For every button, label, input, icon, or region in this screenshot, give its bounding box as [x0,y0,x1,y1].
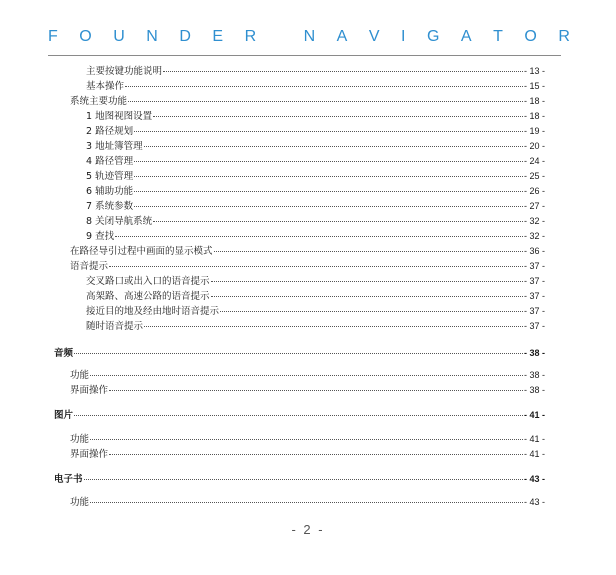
toc-entry[interactable] [70,432,545,446]
toc-entry[interactable] [86,109,545,123]
toc-entry[interactable] [86,214,545,228]
toc-entry[interactable] [70,368,545,382]
toc-entry-page: - 18 - [523,96,545,106]
header-letter: T [493,28,503,45]
toc-entry-title: 界面操作 [70,449,109,460]
header-letter: R [244,28,257,45]
toc-entry[interactable] [86,139,545,153]
header-letter: N [146,28,158,45]
toc-leader-dots [90,430,523,440]
toc-entry[interactable] [86,184,545,198]
toc-entry-title: 1 地图视图设置 [86,111,153,122]
toc-entry[interactable] [86,169,545,183]
toc-entry-title: 功能 [70,497,90,508]
toc-entry-title: 7 系统参数 [86,201,134,212]
toc-leader-dots [153,107,523,117]
toc-leader-dots [163,62,523,72]
toc-entry-page: - 41 - [523,410,545,420]
toc-chapter-entry[interactable] [54,472,545,486]
header-letter: E [212,28,224,45]
toc-entry-page: - 38 - [523,385,545,395]
toc-leader-dots [211,272,523,282]
toc-leader-dots [84,470,523,480]
page-number: - 2 - [291,522,325,537]
toc-entry-title: 图片 [54,410,74,421]
toc-entry-page: - 26 - [523,186,545,196]
toc-entry-page: - 43 - [523,497,545,507]
toc-entry-title: 语音提示 [70,261,109,272]
toc-entry-title: 系统主要功能 [70,96,128,107]
toc-entry-page: - 41 - [523,449,545,459]
toc-leader-dots [74,406,523,416]
header-letter: R [558,28,570,45]
toc-leader-dots [134,167,523,177]
toc-chapter-entry[interactable] [54,408,545,422]
header-letter: O [79,28,92,45]
toc-entry[interactable] [86,319,545,333]
header-letter: V [368,28,380,45]
toc-entry-page: - 37 - [523,291,545,301]
toc-entry[interactable] [70,447,545,461]
toc-entry-page: - 32 - [523,216,545,226]
toc-leader-dots [134,152,523,162]
toc-entry-page: - 18 - [523,111,545,121]
toc-entry-title: 接近目的地及经由地时语音提示 [86,306,220,317]
toc-entry[interactable] [86,229,545,243]
toc-entry[interactable] [86,124,545,138]
toc-entry-page: - 13 - [523,66,545,76]
toc-entry-title: 界面操作 [70,385,109,396]
toc-entry-title: 主要按键功能说明 [86,66,163,77]
toc-entry[interactable] [86,199,545,213]
toc-entry-page: - 32 - [523,231,545,241]
toc-entry-title: 9 查找 [86,231,115,242]
toc-entry-page: - 37 - [523,261,545,271]
header-letter: U [113,28,125,45]
toc-leader-dots [153,212,523,222]
toc-entry-title: 8 关闭导航系统 [86,216,153,227]
toc-entry[interactable] [86,64,545,78]
toc-leader-dots [125,77,523,87]
toc-leader-dots [109,445,523,455]
toc-leader-dots [90,366,523,376]
toc-entry-page: - 43 - [523,474,545,484]
toc-leader-dots [134,182,523,192]
header-letter: F [48,28,58,45]
toc-leader-dots [109,257,523,267]
toc-entry-page: - 25 - [523,171,545,181]
toc-leader-dots [90,493,523,503]
toc-entry-title: 随时语音提示 [86,321,144,332]
header-letter: I [401,28,406,45]
toc-leader-dots [74,344,523,354]
toc-entry-page: - 38 - [523,370,545,380]
toc-leader-dots [109,381,523,391]
toc-leader-dots [220,302,523,312]
header-letter: D [179,28,191,45]
toc-entry-title: 3 地址簿管理 [86,141,143,152]
toc-entry-page: - 36 - [523,246,545,256]
toc-entry-page: - 27 - [523,201,545,211]
toc-entry-page: - 24 - [523,156,545,166]
toc-entry-page: - 37 - [523,321,545,331]
toc-entry-page: - 37 - [523,306,545,316]
toc-entry-title: 功能 [70,370,90,381]
toc-leader-dots [211,287,523,297]
toc-entry[interactable] [70,244,545,258]
toc-leader-dots [115,227,523,237]
toc-entry-title: 功能 [70,434,90,445]
toc-entry-title: 5 轨迹管理 [86,171,134,182]
header-letter: N [303,28,316,45]
toc-entry-title: 电子书 [54,474,83,485]
toc-entry-title: 6 辅助功能 [86,186,134,197]
header-letter: A [336,28,348,45]
toc-entry-page: - 19 - [523,126,545,136]
toc-entry-page: - 38 - [523,348,545,358]
toc-entry[interactable] [86,274,545,288]
toc-entry-title: 音频 [54,348,74,359]
toc-entry[interactable] [70,383,545,397]
header-letter: G [426,28,440,45]
toc-leader-dots [214,242,523,252]
toc-leader-dots [134,122,523,132]
header-letter: O [524,28,537,45]
toc-entry-page: - 20 - [523,141,545,151]
toc-entry-title: 2 路径规划 [86,126,134,137]
toc-entry[interactable] [86,304,545,318]
toc-entry[interactable] [86,289,545,303]
toc-entry-title: 高架路、高速公路的语音提示 [86,291,210,302]
toc-entry[interactable] [86,79,545,93]
toc-leader-dots [134,197,523,207]
toc-entry[interactable] [86,154,545,168]
toc-leader-dots [144,317,523,327]
toc-entry-title: 在路径导引过程中画面的显示模式 [70,246,213,257]
toc-entry-title: 基本操作 [86,81,125,92]
toc-entry[interactable] [70,94,545,108]
toc-chapter-entry[interactable] [54,346,545,360]
toc-leader-dots [144,137,523,147]
header-letter: A [460,28,472,45]
toc-leader-dots [128,92,523,102]
toc-entry-page: - 37 - [523,276,545,286]
toc-entry-title: 4 路径管理 [86,156,134,167]
toc-entry-page: - 41 - [523,434,545,444]
toc-entry[interactable] [70,495,545,509]
toc-entry-page: - 15 - [523,81,545,91]
toc-entry-title: 交叉路口或出入口的语音提示 [86,276,210,287]
toc-entry[interactable] [70,259,545,273]
